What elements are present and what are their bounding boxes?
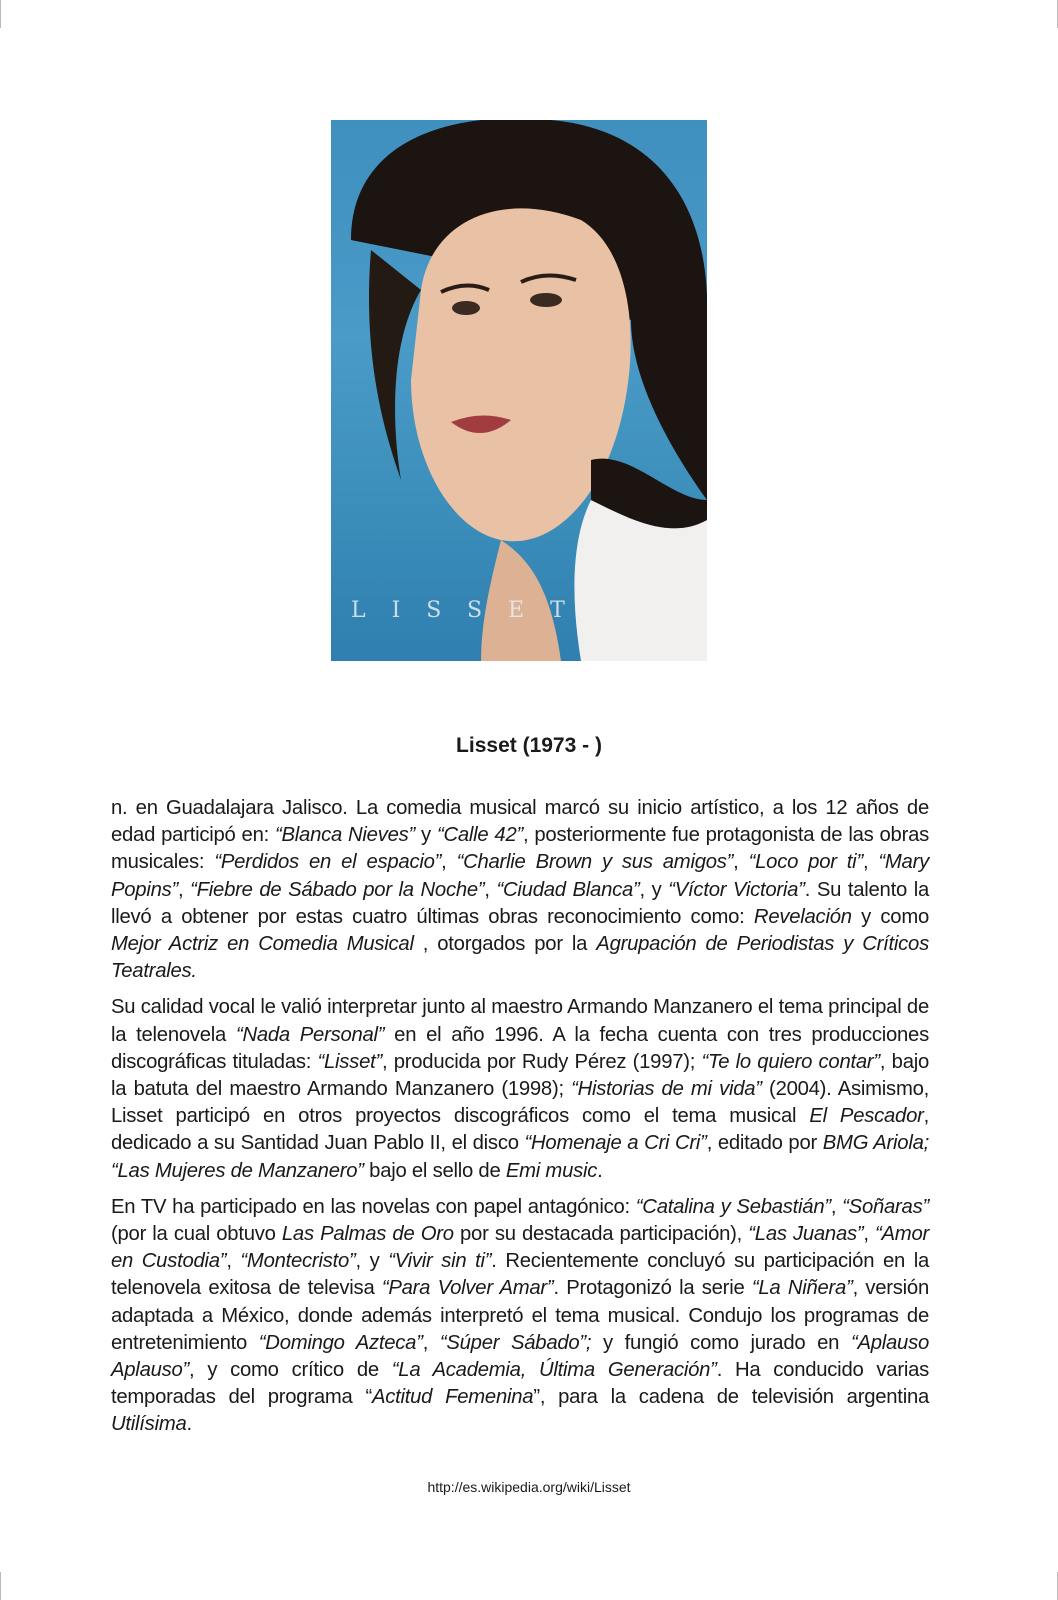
italic-title-segment: Emi music	[505, 1159, 598, 1182]
italic-title-segment: Mejor Actriz en Comedia Musical	[111, 933, 414, 956]
text-segment: ,	[178, 878, 191, 901]
text-segment: y	[415, 824, 437, 847]
crop-mark-bottom-left	[0, 1572, 1, 1600]
text-segment: , versión adaptada a México, donde además interpretó el tema musical. Condujo los programas de entretenimiento	[111, 1277, 929, 1354]
source-url: http://es.wikipedia.org/wiki/Lisset	[427, 1479, 631, 1495]
italic-title-segment: “Loco por ti”	[748, 851, 863, 874]
italic-title-segment: “Perdidos en el espacio”	[214, 851, 442, 874]
italic-title-segment: “Para Volver Amar”	[381, 1277, 554, 1300]
text-segment: , producida por Rudy Pérez (1997);	[382, 1050, 702, 1073]
italic-title-segment: “Lisset”	[317, 1050, 382, 1073]
italic-title-segment: Actitud Femenina	[371, 1386, 534, 1409]
italic-title-segment: “Vivir sin ti”	[388, 1250, 492, 1273]
text-segment: y fungió como jurado en	[591, 1331, 851, 1354]
text-segment: ,	[422, 1331, 440, 1354]
italic-title-segment: “Te lo quiero contar”	[701, 1050, 880, 1073]
italic-title-segment: “Homenaje a Cri Cri”	[524, 1132, 707, 1155]
portrait-photo	[331, 120, 707, 661]
text-segment: , dedicado a su Santidad Juan Pablo II, el disco	[111, 1105, 929, 1155]
text-segment: (por la cual obtuvo	[111, 1223, 282, 1246]
italic-title-segment: “Catalina y Sebastián”	[635, 1195, 831, 1218]
italic-title-segment: Revelación	[753, 905, 852, 928]
italic-title-segment: “Súper Sábado”;	[439, 1331, 592, 1354]
biography-paragraph	[111, 795, 929, 985]
italic-title-segment: Agrupación de Periodistas y Críticos Teatrales.	[111, 933, 929, 983]
italic-title-segment: “Aplauso Aplauso”	[111, 1331, 929, 1382]
text-segment: (2004). Asimismo, Lisset participó en otros proyectos discográficos como el tema musical	[111, 1078, 930, 1128]
italic-title-segment: “Amor en Custodia”	[111, 1223, 929, 1273]
italic-title-segment: “La Niñera”	[751, 1277, 853, 1300]
text-segment: n. en Guadalajara Jalisco. La comedia musical marcó su inicio artístico, a los 12 años de edad participó en:	[111, 797, 929, 847]
text-segment: ,	[226, 1250, 241, 1273]
text-segment: , bajo la batuta del maestro Armando Manzanero (1998);	[111, 1050, 930, 1101]
portrait-illustration	[331, 120, 707, 661]
text-segment: , y como crítico de	[189, 1359, 392, 1382]
text-segment: bajo el sello de	[363, 1159, 506, 1182]
text-segment: , otorgados por la	[413, 933, 597, 956]
text-segment: ,	[484, 878, 497, 901]
italic-title-segment: “Historias de mi vida”	[571, 1078, 762, 1101]
italic-title-segment: El Pescador	[809, 1105, 924, 1128]
crop-mark-top-left	[0, 0, 1, 28]
text-segment: ”, para la cadena de televisión argentina	[533, 1386, 930, 1409]
italic-title-segment: “La Academia, Última Generación”	[391, 1359, 717, 1382]
biography-text	[111, 795, 929, 1448]
text-segment: , posteriormente fue protagonista de las obras musicales:	[111, 824, 929, 874]
text-segment: ,	[830, 1195, 843, 1218]
text-segment: ,	[863, 1223, 876, 1246]
italic-title-segment: Utilísima	[111, 1413, 187, 1436]
italic-title-segment: “Domingo Azteca”	[258, 1331, 423, 1354]
text-segment: . Ha conducido varias temporadas del programa “	[111, 1359, 929, 1409]
italic-title-segment: Las Palmas de Oro	[281, 1223, 454, 1246]
text-segment: en el año 1996. A la fecha cuenta con tres producciones discográficas tituladas:	[111, 1023, 929, 1073]
text-segment: ,	[733, 851, 749, 874]
italic-title-segment: “Montecristo”	[240, 1250, 356, 1273]
italic-title-segment: “Ciudad Blanca”	[496, 878, 640, 901]
page-title: Lisset (1973 - )	[456, 734, 602, 757]
text-segment: Su calidad vocal le valió interpretar junto al maestro Armando Manzanero el tema principal de la telenovela	[111, 996, 929, 1046]
italic-title-segment: “Víctor Victoria”	[668, 878, 805, 901]
italic-title-segment: “Las Juanas”	[748, 1223, 864, 1246]
italic-title-segment: “Fiebre de Sábado por la Noche”	[190, 878, 485, 901]
text-segment: y como	[851, 905, 929, 928]
text-segment: . Protagonizó la serie	[553, 1277, 752, 1300]
text-segment: , y	[639, 878, 669, 901]
italic-title-segment: “Nada Personal”	[235, 1023, 385, 1046]
text-segment: En TV ha participado en las novelas con papel antagónico:	[111, 1195, 636, 1218]
text-segment: ,	[862, 851, 879, 874]
text-segment: ,	[441, 851, 457, 874]
italic-title-segment: BMG Ariola; “Las Mujeres de Manzanero”	[111, 1132, 929, 1182]
italic-title-segment: “Mary Popins”	[111, 851, 929, 901]
text-segment: . Recientemente concluyó su participación en la telenovela exitosa de televisa	[111, 1250, 929, 1300]
biography-paragraph	[111, 994, 929, 1184]
italic-title-segment: “Calle 42”	[436, 824, 523, 847]
text-segment: , y	[355, 1250, 389, 1273]
italic-title-segment: “Soñaras”	[842, 1195, 929, 1218]
text-segment: . Su talento la llevó a obtener por estas cuatro últimas obras reconocimiento como:	[111, 878, 930, 928]
italic-title-segment: “Charlie Brown y sus amigos”	[456, 851, 734, 874]
text-segment: .	[186, 1413, 192, 1436]
text-segment: por su destacada participación),	[453, 1223, 749, 1246]
italic-title-segment: “Blanca Nieves”	[275, 824, 416, 847]
biography-paragraph	[111, 1194, 929, 1439]
photo-lettering: LISSET	[351, 598, 591, 623]
text-segment: , editado por	[706, 1132, 823, 1155]
text-segment: .	[597, 1159, 603, 1182]
